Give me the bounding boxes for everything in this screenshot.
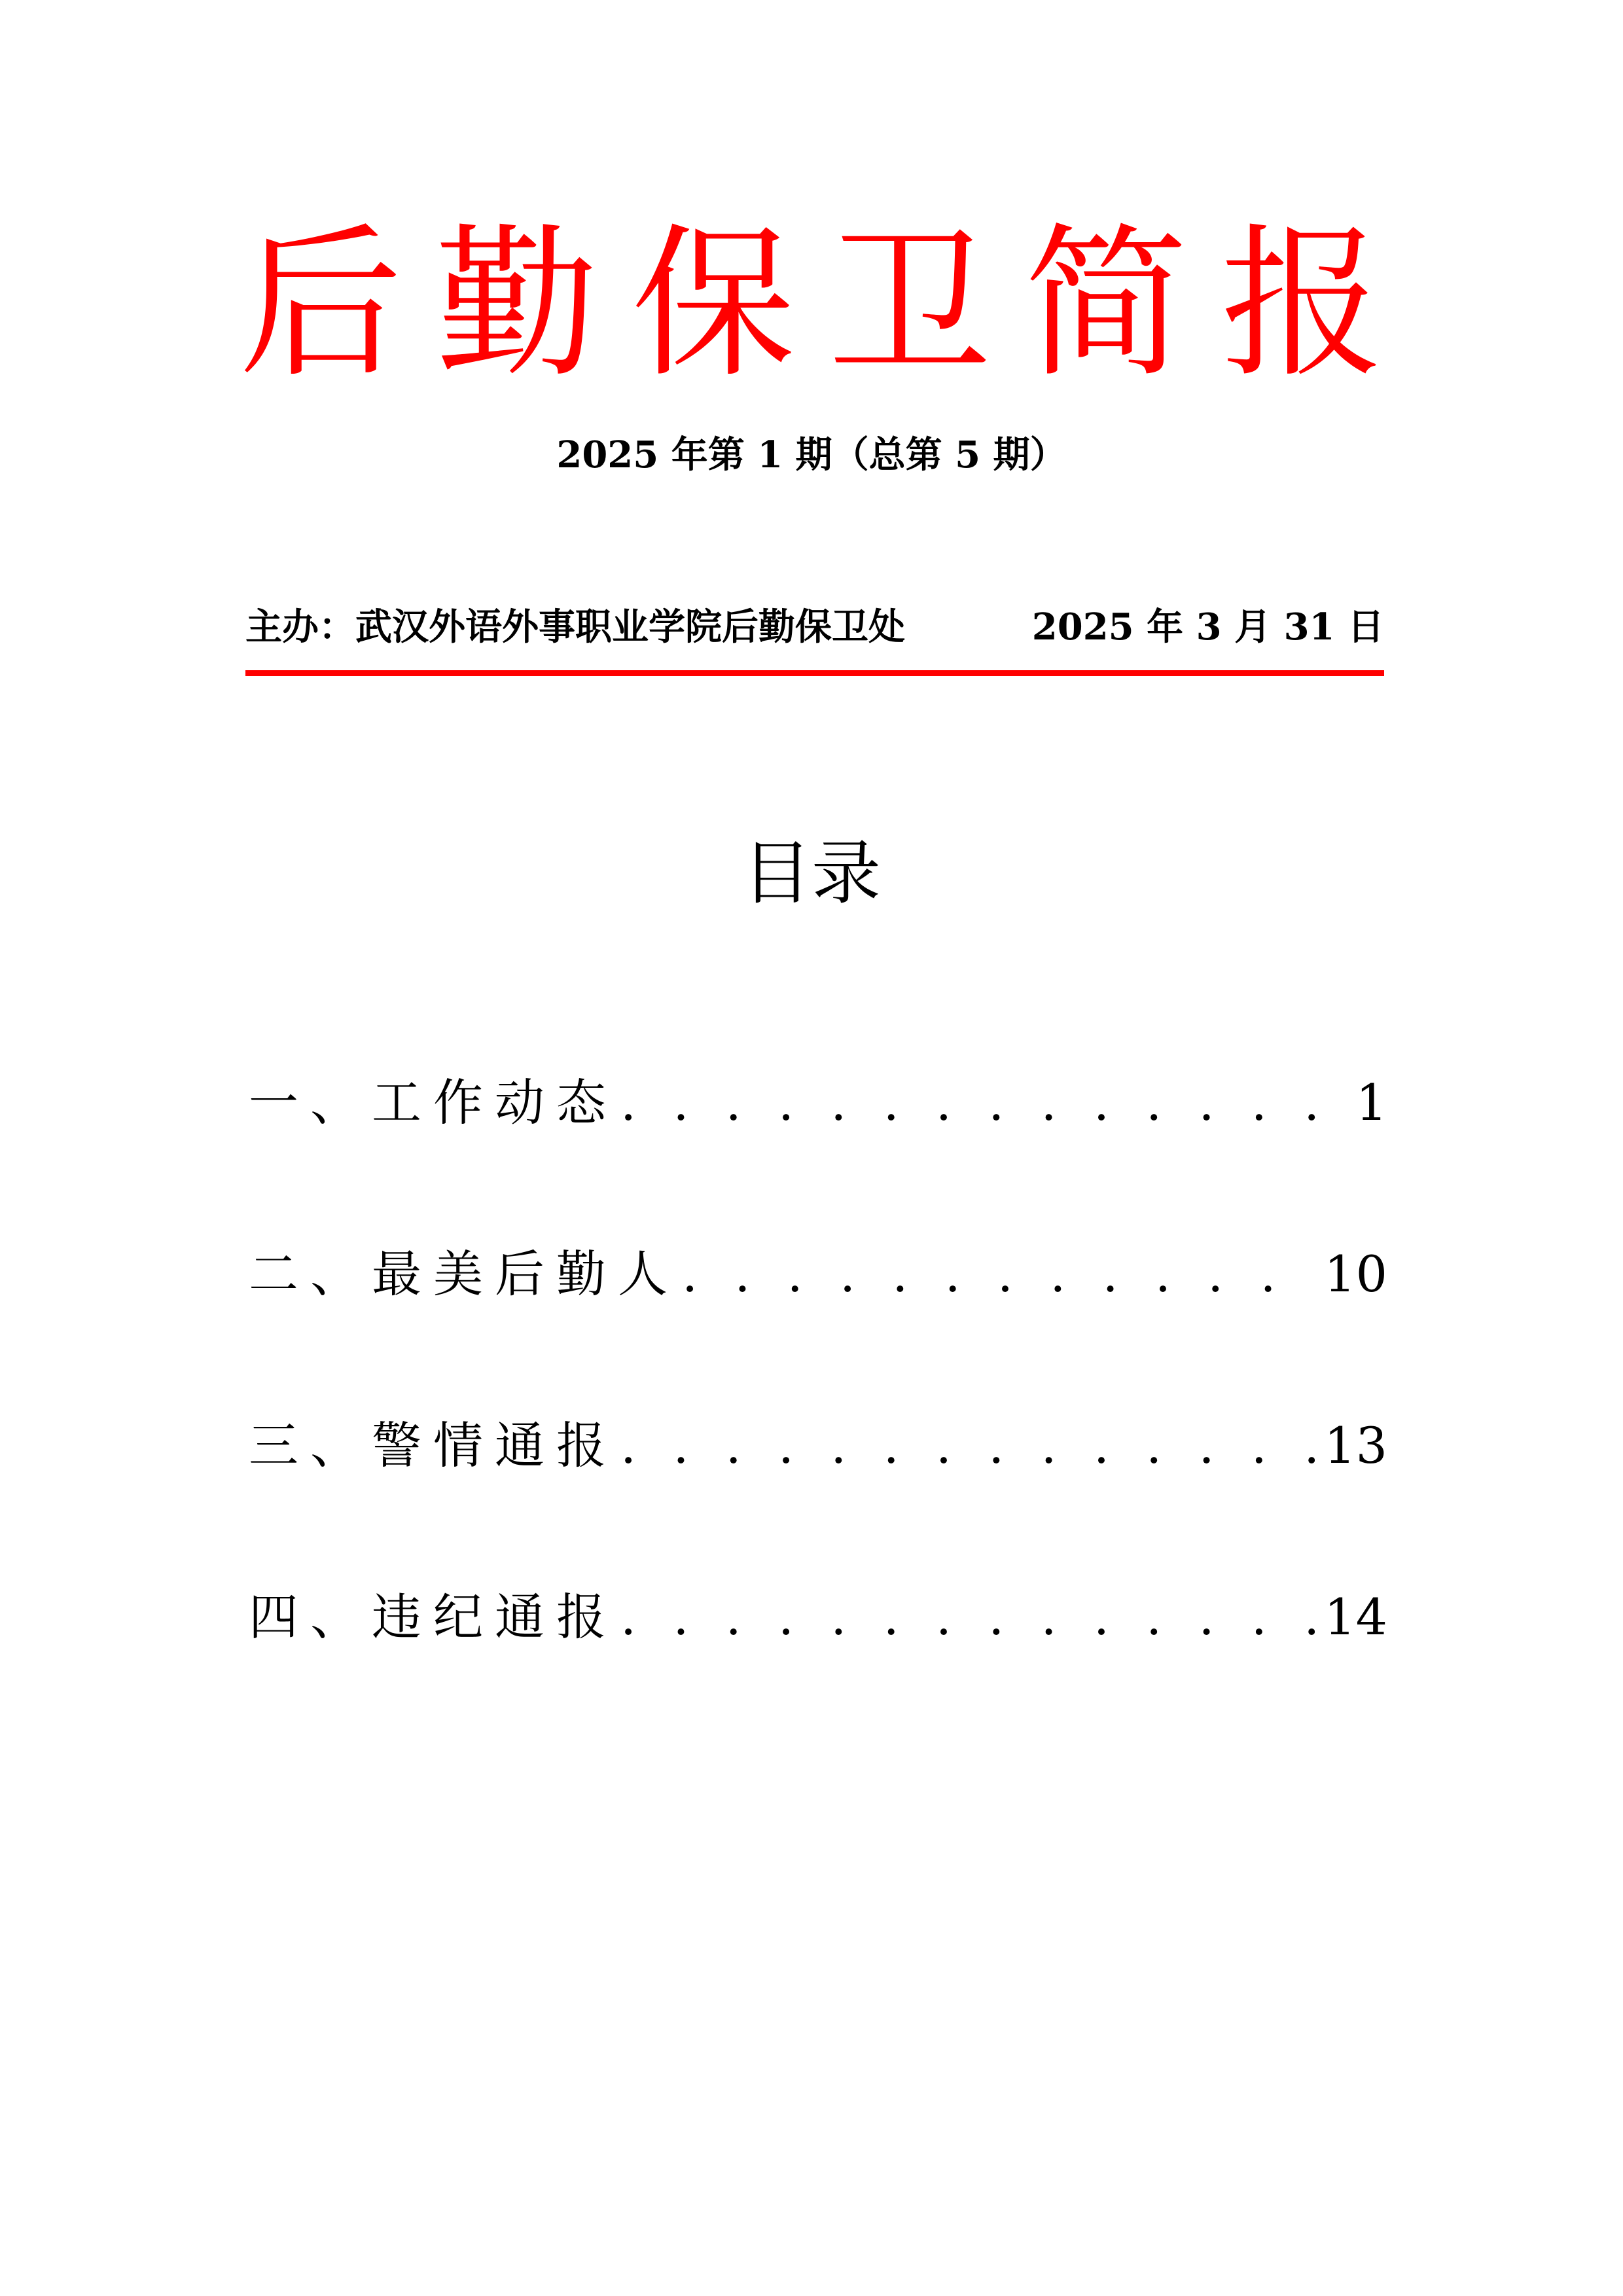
toc-leader-dots — [620, 1407, 1315, 1485]
toc-leader-dots — [620, 1578, 1315, 1657]
sponsor-text: 主办：武汉外语外事职业学院后勤保卫处 — [245, 605, 905, 649]
masthead-title: 后勤保卫简报 — [239, 209, 1417, 399]
sponsor-row — [245, 601, 1384, 653]
toc-list — [249, 1064, 1387, 1749]
toc-entry-police-report[interactable] — [249, 1407, 1387, 1578]
toc-leader-dots — [682, 1235, 1315, 1314]
toc-entry-page: 10 — [1324, 1245, 1387, 1303]
toc-entry-label: 二、最美后勤人 — [249, 1245, 679, 1303]
toc-entry-label: 一、工作动态 — [249, 1073, 618, 1132]
toc-entry-discipline-report[interactable] — [249, 1578, 1387, 1749]
toc-leader-dots — [620, 1064, 1347, 1142]
issue-number: 2025 年第 1 期（总第 5 期） — [556, 433, 1067, 476]
toc-entry-best-staff[interactable] — [249, 1235, 1387, 1407]
toc-entry-label: 四、违纪通报 — [249, 1588, 618, 1646]
toc-entry-page: 1 — [1355, 1073, 1387, 1132]
publication-date: 2025 年 3 月 31 日 — [1031, 605, 1384, 649]
toc-heading: 目录 — [742, 833, 881, 914]
toc-entry-page: 13 — [1324, 1416, 1387, 1475]
toc-entry-label: 三、警情通报 — [249, 1416, 618, 1475]
toc-entry-page: 14 — [1324, 1588, 1387, 1646]
masthead-divider — [245, 670, 1384, 676]
toc-entry-work-news[interactable] — [249, 1064, 1387, 1235]
